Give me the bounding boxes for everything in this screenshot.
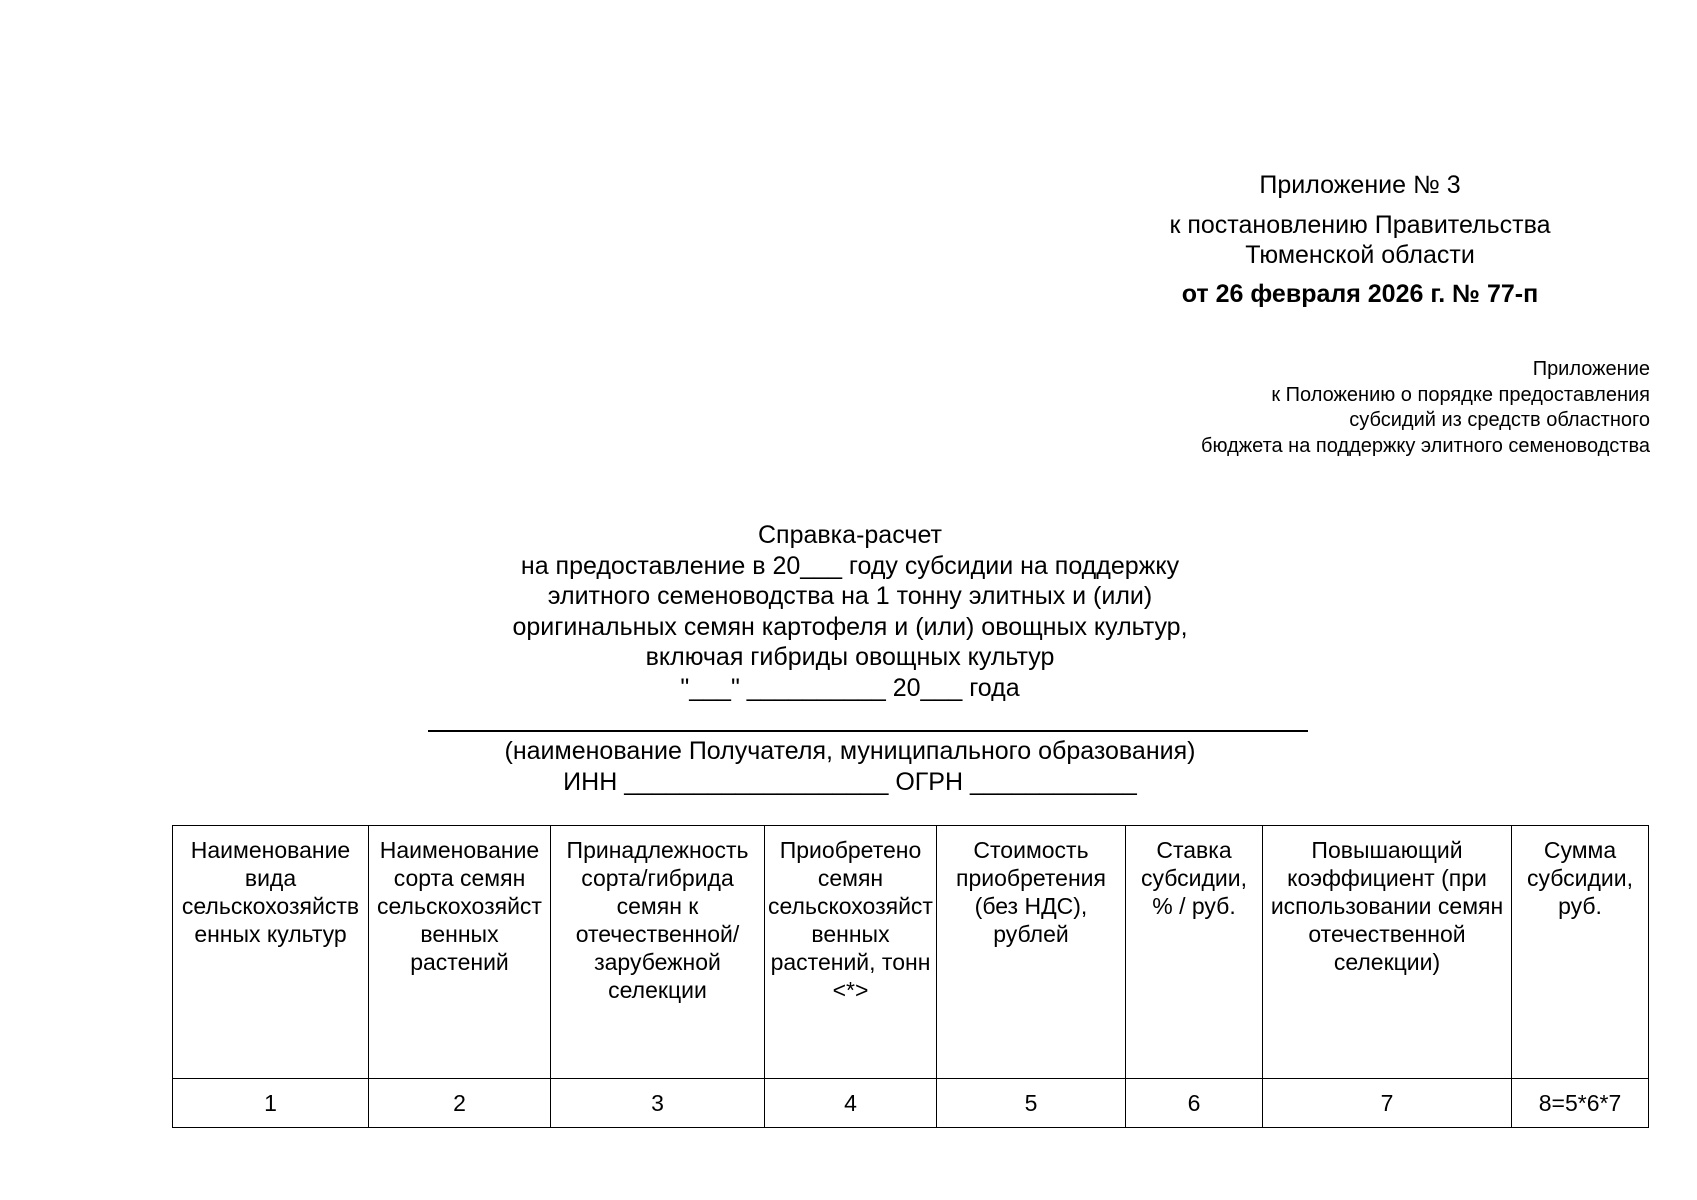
annex-block xyxy=(1130,170,1590,309)
recipient-caption: (наименование Получателя, муниципального образования) xyxy=(504,737,1196,765)
sub-annex-block xyxy=(1201,357,1650,459)
column-number: 4 xyxy=(765,1079,937,1128)
document-heading xyxy=(405,520,1295,703)
column-header: Повышающий коэффициент (при использовании семян отечественной селекции) xyxy=(1263,826,1512,1079)
sub-annex-line: бюджета на поддержку элитного семеноводства xyxy=(1201,434,1650,457)
annex-date: от 26 февраля 2026 г. № 77-п xyxy=(1181,280,1539,308)
column-header: Стоимость приобретения (без НДС), рублей xyxy=(937,826,1126,1079)
sub-annex-line: субсидий из средств областного xyxy=(1349,409,1650,431)
column-number: 1 xyxy=(173,1079,369,1128)
column-header: Ставка субсидии, % / руб. xyxy=(1126,826,1263,1079)
column-header: Приобретено семян сельскохозяйственных растений, тонн <*> xyxy=(765,826,937,1079)
column-number: 5 xyxy=(937,1079,1126,1128)
column-number: 7 xyxy=(1263,1079,1512,1128)
annex-line-2: Тюменской области xyxy=(1245,241,1475,269)
column-number: 6 xyxy=(1126,1079,1263,1128)
table-number-row xyxy=(173,1079,1649,1128)
heading-line: элитного семеноводства на 1 тонну элитных и (или) xyxy=(547,582,1153,610)
recipient-ids: ИНН ___________________ ОГРН ____________ xyxy=(563,767,1137,796)
column-number: 3 xyxy=(551,1079,765,1128)
column-header: Наименование сорта семян сельскохозяйственных растений xyxy=(369,826,551,1079)
heading-title: Справка-расчет xyxy=(758,521,942,549)
column-header: Принадлежность сорта/гибрида семян к отечественной/зарубежной селекции xyxy=(551,826,765,1079)
recipient-name-underline xyxy=(428,730,1308,732)
table-header-row xyxy=(173,826,1649,1079)
column-number: 8=5*6*7 xyxy=(1512,1079,1649,1128)
sub-annex-line: к Положению о порядке предоставления xyxy=(1271,383,1650,406)
column-header: Наименование вида сельскохозяйственных культур xyxy=(173,826,369,1079)
annex-title: Приложение № 3 xyxy=(1259,171,1461,199)
subsidy-calculation-table xyxy=(172,825,1649,1128)
recipient-block xyxy=(405,736,1295,797)
heading-line: на предоставление в 20___ году субсидии на поддержку xyxy=(520,551,1180,580)
sub-annex-line: Приложение xyxy=(1532,358,1650,380)
column-number: 2 xyxy=(369,1079,551,1128)
heading-line: оригинальных семян картофеля и (или) овощных культур, xyxy=(512,612,1188,641)
annex-line-1: к постановлению Правительства xyxy=(1169,211,1551,239)
heading-line: включая гибриды овощных культур xyxy=(645,643,1055,671)
column-header: Сумма субсидии, руб. xyxy=(1512,826,1649,1079)
heading-date-line: "___" __________ 20___ года xyxy=(680,673,1020,702)
